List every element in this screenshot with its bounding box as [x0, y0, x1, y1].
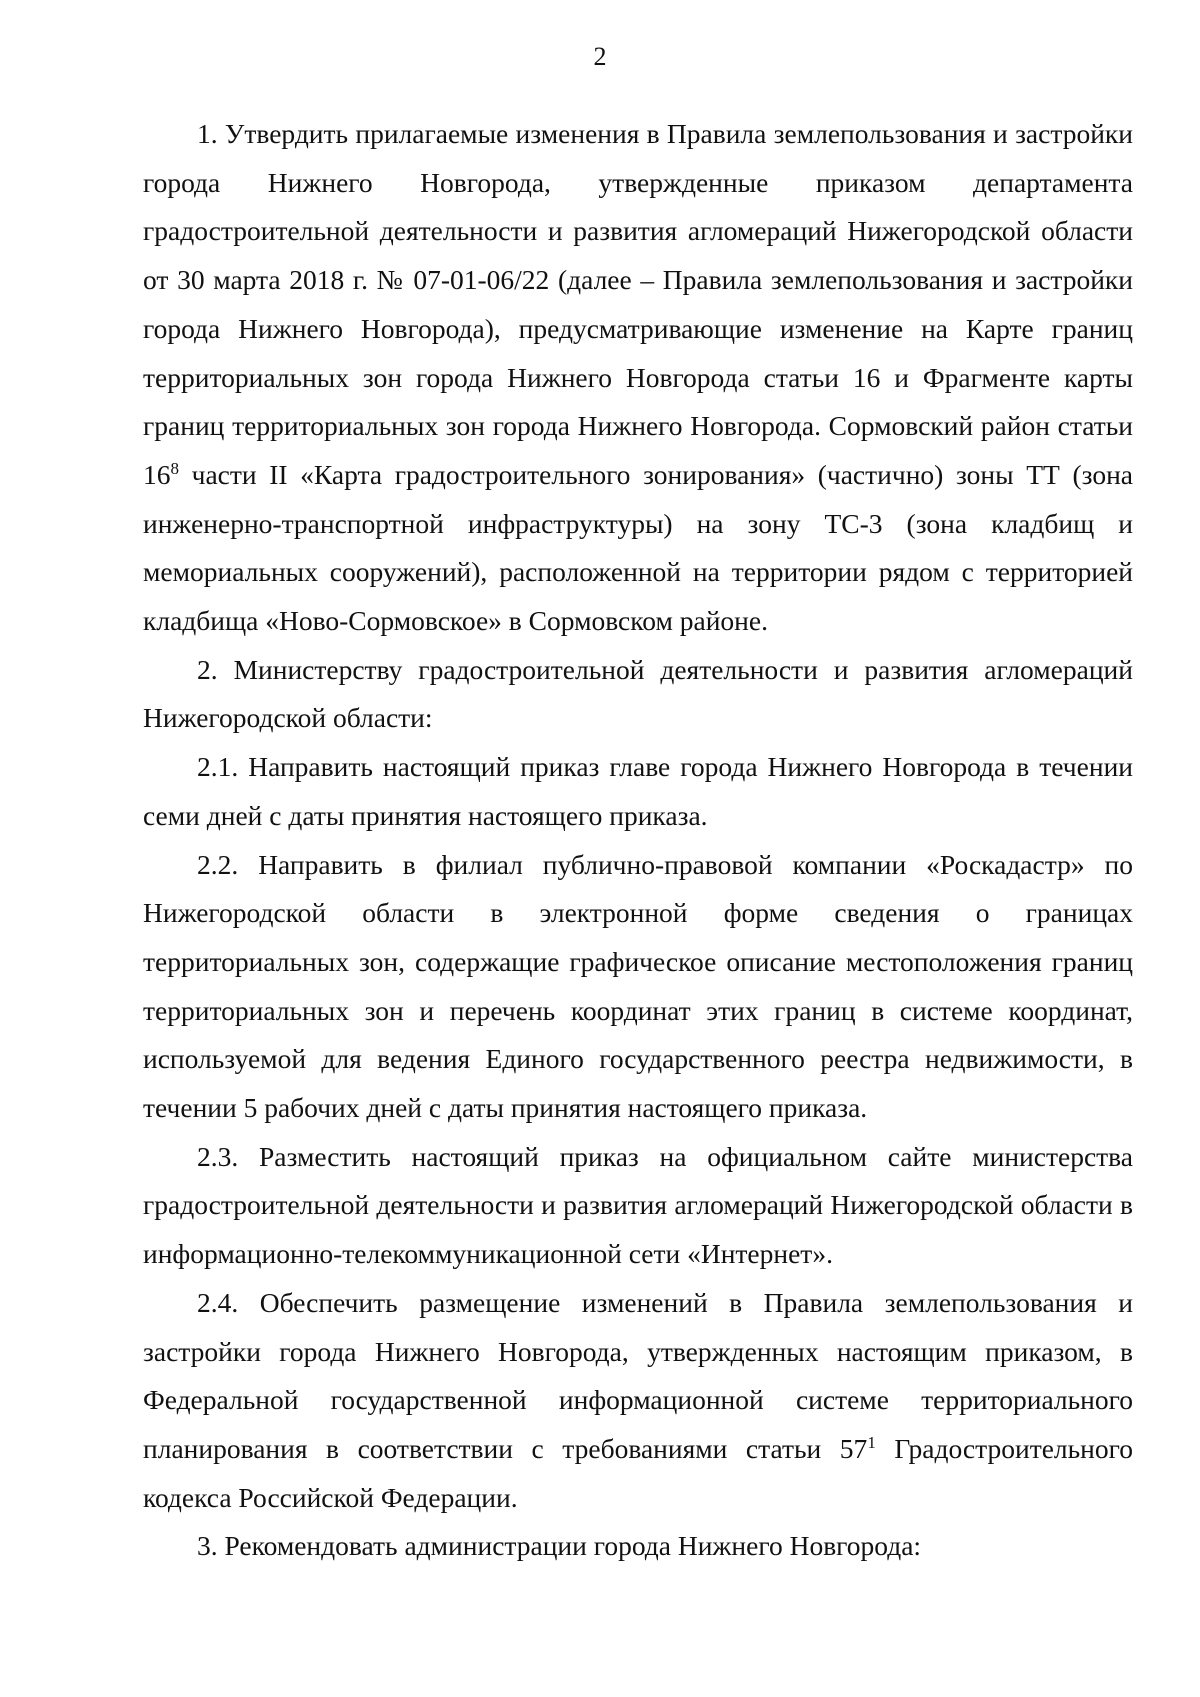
paragraph-1-text-start: 1. Утвердить прилагаемые изменения в Правила землепользования и застройки города Нижнего Новгорода, утвержденные приказом департамента градостроительной деятельности и развития агломераций Нижегородской области от 30 марта 2018 г. № 07-01-06/22 (далее – Правила землепользования и застройки города Нижнего Новгорода), предусматривающие изменение на Карте границ территориальных зон города Нижнего Новгорода статьи 16 и Фрагменте карты границ территориальных зон города Нижнего Новгорода. Сормовский район статьи 16: [143, 118, 1133, 490]
paragraph-1-text-end: части II «Карта градостроительного зонирования» (частично) зоны ТТ (зона инженерно-транспортной инфраструктуры) на зону ТС-3 (зона кладбищ и мемориальных сооружений), расположенной на территории рядом с территорией кладбища «Ново-Сормовское» в Сормовском районе.: [143, 458, 1133, 637]
paragraph-2-4-text-end: Градостроительного кодекса Российской Федерации.: [143, 1432, 1133, 1513]
paragraph-1: [143, 110, 1133, 646]
paragraph-2-4: [143, 1279, 1133, 1523]
document-body: [143, 110, 1133, 1571]
paragraph-2-2: 2.2. Направить в филиал публично-правовой компании «Роскадастр» по Нижегородской области в электронной форме сведения о границах территориальных зон, содержащие графическое описание местоположения границ территориальных зон и перечень координат этих границ в системе координат, используемой для ведения Единого государственного реестра недвижимости, в течении 5 рабочих дней с даты принятия настоящего приказа.: [143, 848, 1133, 1124]
paragraph-2: 2. Министерству градостроительной деятельности и развития агломераций Нижегородской области:: [143, 653, 1133, 734]
paragraph-3: 3. Рекомендовать администрации города Нижнего Новгорода:: [197, 1530, 922, 1562]
superscript-article-number: 8: [170, 458, 179, 478]
paragraph-2-1: 2.1. Направить настоящий приказ главе города Нижнего Новгорода в течении семи дней с даты принятия настоящего приказа.: [143, 751, 1133, 831]
page-number: 2: [593, 42, 607, 71]
superscript-article-number: 1: [867, 1432, 876, 1452]
paragraph-2-3: 2.3. Разместить настоящий приказ на официальном сайте министерства градостроительной деятельности и развития агломераций Нижегородской области в информационно-телекоммуникационной сети «Интернет».: [143, 1140, 1133, 1270]
paragraph-2-4-text-start: 2.4. Обеспечить размещение изменений в Правила землепользования и застройки города Нижнего Новгорода, утвержденных настоящим приказом, в Федеральной государственной информационной системе территориального планирования в соответствии с требованиями статьи 57: [143, 1286, 1133, 1464]
